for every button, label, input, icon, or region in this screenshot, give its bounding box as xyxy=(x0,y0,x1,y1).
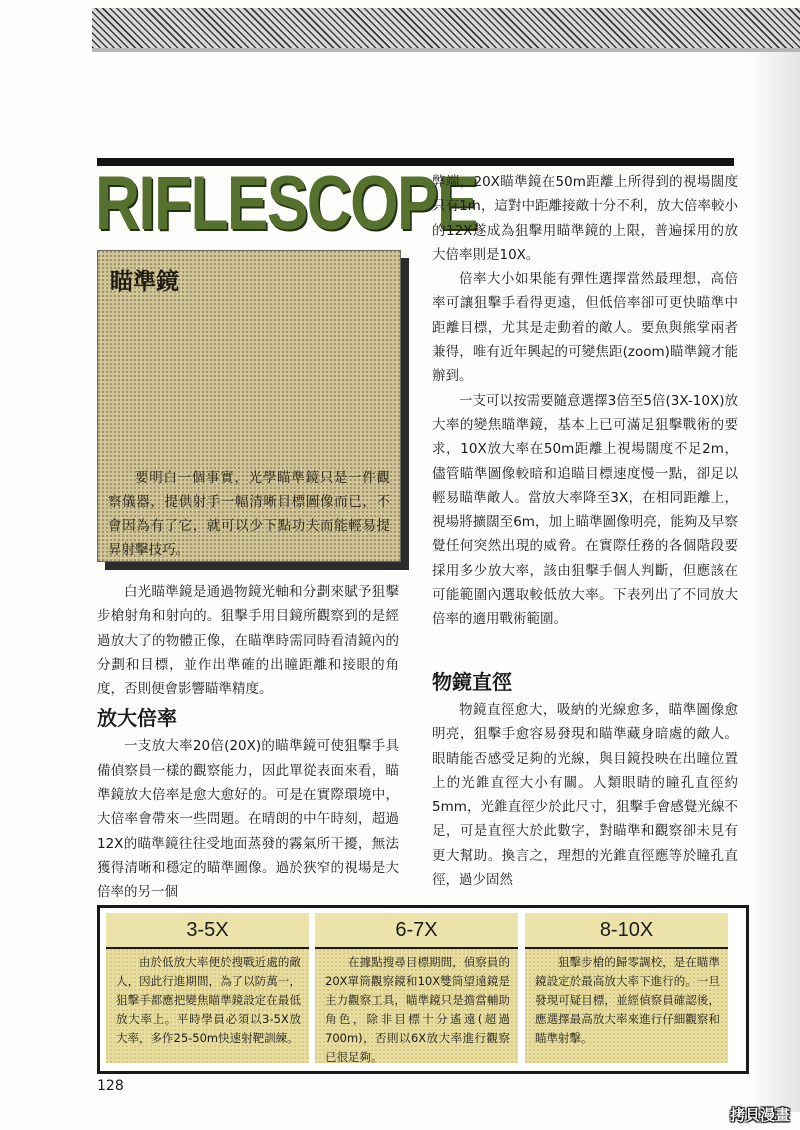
right-paragraph-2: 倍率大小如果能有彈性選擇當然最理想，高倍率可讓狙擊手看得更遠，但低倍率卻可更快瞄準中距離目標，尤其是走動着的敵人。要魚與熊掌兩者兼得，唯有近年興起的可變焦距(zoom)瞄準鏡才能辦到。 xyxy=(432,271,738,385)
table-column-3-5x xyxy=(106,913,309,1063)
left-column xyxy=(97,580,399,905)
magnification-table xyxy=(97,905,749,1074)
table-header: 6-7X xyxy=(315,913,518,949)
header-band-shadow xyxy=(92,48,800,52)
table-header: 8-10X xyxy=(525,913,728,949)
right-paragraph-3: 一支可以按需要隨意選擇3倍至5倍(3X-10X)放大率的變焦瞄準鏡，基本上已可滿足狙擊戰術的要求，10X放大率在50m距離上視場闊度不足2m，儘管瞄準圖像較暗和追瞄目標速度慢一點，卻足以輕易瞄準敵人。當放大率降至3X，在相同距離上，視場將擴闊至6m，加上瞄準圖像明亮，能夠及早察覺任何突然出現的威脅。在實際任務的各個階段要採用多少放大率，該由狙擊手個人判斷，但應該在可能範圍內選取較低放大率。下表列出了不同放大倍率的適用戰術範圍。 xyxy=(432,392,738,628)
table-cell: 在據點搜尋目標期間，偵察員的20X單筒觀察鏡和10X雙筒望遠鏡是主力觀察工具，瞄準鏡只是擔當輔助角色，除非目標十分遙遠(超過700m)，否則以6X放大率進行觀察已很足夠。 xyxy=(325,955,510,1064)
header-pattern-band xyxy=(92,8,800,48)
section-heading-magnification: 放大倍率 xyxy=(97,706,177,731)
table-column-8-10x xyxy=(525,913,728,1063)
sidebar-text: 要明白一個事實，光學瞄準鏡只是一件觀察儀器，提供射手一幅清晰目標圖像而已，不會因為有了它，就可以少下點功夫而能輕易提昇射擊技巧。 xyxy=(108,470,390,558)
watermark: 拷貝漫畫 xyxy=(729,1106,790,1124)
right-paragraph-4: 物鏡直徑愈大，吸納的光線愈多，瞄準圖像愈明亮，狙擊手愈容易發現和瞄準藏身暗處的敵人。眼睛能否感受足夠的光線，與目鏡投映在出瞳位置上的光錐直徑大小有關。人類眼睛的瞳孔直徑約5mm，光錐直徑少於此尺寸，狙擊手會感覺光線不足，可是直徑大於此數字，對瞄準和觀察卻未見有更大幫助。換言之，理想的光錐直徑應等於瞳孔直徑，過少固然 xyxy=(432,702,738,889)
right-paragraph-1: 弊端，20X瞄準鏡在50m距離上所得到的視場闊度只有1m，這對中距離接敵十分不利，放大倍率較小的12X遂成為狙擊用瞄準鏡的上限，普遍採用的放大倍率則是10X。 xyxy=(432,174,738,263)
sidebar-title: 瞄準鏡 xyxy=(110,269,179,295)
table-column-6-7x xyxy=(315,913,518,1063)
page-number: 128 xyxy=(97,1078,124,1094)
table-cell: 由於低放大率便於搜戰近處的敵人，因此行進期間，為了以防萬一，狙擊手都應把變焦瞄準鏡設定在最低放大率上。平時學員必須以3-5X放大率，多作25-50m快速射靶訓練。 xyxy=(116,955,301,1045)
section-heading-objective-diameter: 物鏡直徑 xyxy=(432,670,512,694)
intro-paragraph: 白光瞄準鏡是通過物鏡光軸和分劃來賦予狙擊步槍射角和射向的。狙擊手用目鏡所觀察到的是經過放大了的物體正像，在瞄準時需同時看清鏡內的分劃和目標，並作出準確的出瞳距離和接眼的角度，否則便會影響瞄準精度。 xyxy=(97,584,399,698)
magnification-paragraph: 一支放大率20倍(20X)的瞄準鏡可使狙擊手具備偵察員一樣的觀察能力，因此單從表面來看，瞄準鏡放大倍率是愈大愈好的。可是在實際環境中，大倍率會帶來一些問題。在晴朗的中午時刻，超過12X的瞄準鏡往往受地面蒸發的霧氣所干擾，無法獲得清晰和穩定的瞄準圖像。過於狹窄的視場是大倍率的另一個 xyxy=(97,738,399,901)
sidebar-box xyxy=(97,250,401,562)
page-edge-shadow xyxy=(748,52,800,1112)
page-title: RIFLESCOPE xyxy=(95,161,477,246)
table-cell: 狙擊步槍的歸零調校，是在瞄準鏡設定於最高放大率下進行的。一旦發現可疑目標，並經偵察員確認後，應選擇最高放大率來進行仔細觀察和瞄準射擊。 xyxy=(535,955,720,1045)
table-header: 3-5X xyxy=(106,913,309,949)
right-column-bottom xyxy=(432,665,738,892)
right-column-top xyxy=(432,170,738,632)
